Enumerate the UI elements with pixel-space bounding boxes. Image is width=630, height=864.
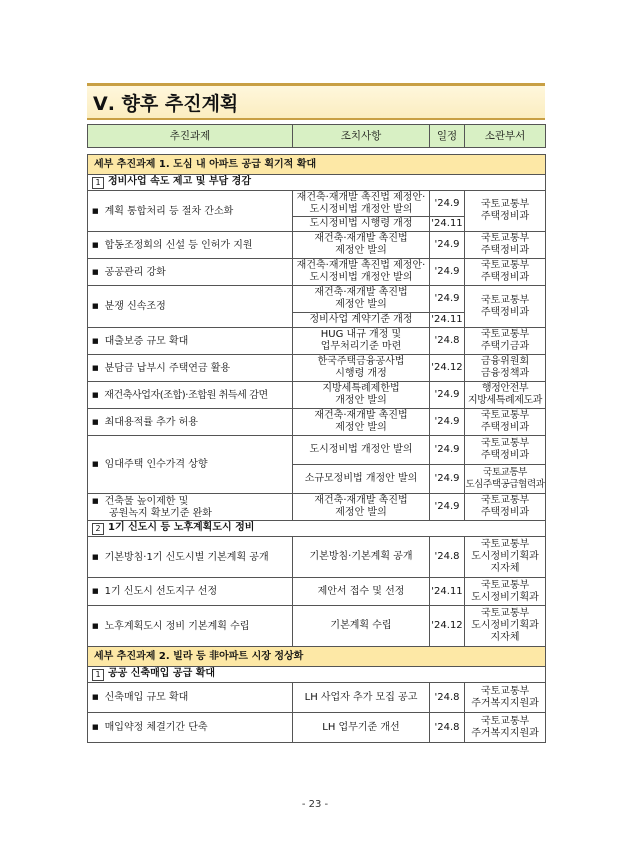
table-row — [88, 683, 546, 713]
task-cell: ■ 임대주택 인수가격 상향 — [88, 436, 293, 494]
action-cell: 소규모정비법 개정안 발의 — [293, 465, 430, 494]
subsection-number: 2 — [92, 523, 104, 535]
table-row — [88, 578, 546, 606]
table-row — [88, 191, 546, 217]
subsection-row — [88, 521, 546, 537]
dept-cell: 국토교통부 주택정비과 — [465, 286, 546, 328]
subsection-title — [88, 175, 546, 191]
section-title: 세부 추진과제 2. 빌라 등 非아파트 시장 정상화 — [88, 647, 546, 667]
date-cell: '24.12 — [430, 355, 465, 382]
task-cell: ■ 분쟁 신속조정 — [88, 286, 293, 328]
task-cell: ■ 합동조정회의 신설 등 인허가 지원 — [88, 232, 293, 259]
date-cell: '24.8 — [430, 713, 465, 743]
subsection-label: 1기 신도시 등 노후계획도시 정비 — [108, 522, 255, 533]
table-row — [88, 606, 546, 647]
subsection-label: 공공 신축매입 공급 확대 — [108, 668, 216, 679]
action-cell: HUG 내규 개정 및 업무처리기준 마련 — [293, 328, 430, 355]
dept-cell: 국토교통부 도시정비기획과 지자체 — [465, 606, 546, 647]
table-row — [88, 259, 546, 286]
task-cell: ■ 최대용적률 추가 허용 — [88, 409, 293, 436]
subsection-label: 정비사업 속도 제고 및 부담 경감 — [108, 176, 251, 187]
section-row — [88, 647, 546, 667]
task-cell: ■ 건축물 높이제한 및 공원녹지 확보기준 완화 — [88, 494, 293, 521]
table-row — [88, 286, 546, 313]
date-cell: '24.9 — [430, 465, 465, 494]
table-row — [88, 409, 546, 436]
task-cell: ■ 노후계획도시 정비 기본계획 수립 — [88, 606, 293, 647]
date-cell: '24.11 — [430, 313, 465, 328]
table-row — [88, 713, 546, 743]
title-bottom-rule — [87, 118, 545, 120]
date-cell: '24.11 — [430, 578, 465, 606]
dept-cell: 국토교통부 주택정비과 — [465, 436, 546, 465]
date-cell: '24.9 — [430, 191, 465, 217]
table-row — [88, 232, 546, 259]
dept-cell: 국토교통부 주택정비과 — [465, 409, 546, 436]
dept-cell: 국토교통부 주택정비과 — [465, 494, 546, 521]
date-cell: '24.9 — [430, 436, 465, 465]
page-title: Ⅴ. 향후 추진계획 — [93, 92, 239, 115]
task-cell: ■ 매입약정 체결기간 단축 — [88, 713, 293, 743]
action-cell: 재건축·재개발 촉진법 제정안 발의 — [293, 494, 430, 521]
date-cell: '24.11 — [430, 217, 465, 232]
title-box — [87, 86, 545, 118]
action-cell: 재건축·재개발 촉진법 제정안 발의 — [293, 409, 430, 436]
subsection-row — [88, 175, 546, 191]
page-number: - 23 - — [301, 799, 329, 810]
action-cell: 정비사업 계약기준 개정 — [293, 313, 430, 328]
task-cell: ■ 대출보증 규모 확대 — [88, 328, 293, 355]
subsection-number: 1 — [92, 177, 104, 189]
action-cell: 기본방침·기본계획 공개 — [293, 537, 430, 578]
table-header-row — [88, 125, 546, 148]
table-row — [88, 537, 546, 578]
task-cell: ■ 재건축사업자(조합)·조합원 취득세 감면 — [88, 382, 293, 409]
action-cell: 지방세특례제한법 개정안 발의 — [293, 382, 430, 409]
header-action: 조치사항 — [293, 125, 430, 148]
date-cell: '24.9 — [430, 382, 465, 409]
plan-table — [87, 124, 546, 743]
subsection-title — [88, 667, 546, 683]
date-cell: '24.9 — [430, 286, 465, 313]
dept-cell: 금융위원회 금융정책과 — [465, 355, 546, 382]
action-cell: 재건축·재개발 촉진법 제정안· 도시정비법 개정안 발의 — [293, 259, 430, 286]
dept-cell: 국토교통부 주거복지지원과 — [465, 683, 546, 713]
action-cell: 도시정비법 시행령 개정 — [293, 217, 430, 232]
header-date: 일정 — [430, 125, 465, 148]
task-cell: ■ 계획 통합처리 등 절차 간소화 — [88, 191, 293, 232]
dept-cell: 국토교통부 도시정비기획과 — [465, 578, 546, 606]
date-cell: '24.12 — [430, 606, 465, 647]
table-row — [88, 494, 546, 521]
date-cell: '24.8 — [430, 683, 465, 713]
dept-cell: 국토교통부 도심주택공급협력과 — [465, 465, 546, 494]
section-row — [88, 155, 546, 175]
table-row — [88, 355, 546, 382]
date-cell: '24.9 — [430, 409, 465, 436]
header-task: 추진과제 — [88, 125, 293, 148]
dept-cell: 국토교통부 주택정비과 — [465, 259, 546, 286]
action-cell: LH 업무기준 개선 — [293, 713, 430, 743]
task-cell: ■ 공공관리 강화 — [88, 259, 293, 286]
task-cell: ■ 신축매입 규모 확대 — [88, 683, 293, 713]
dept-cell: 국토교통부 주거복지지원과 — [465, 713, 546, 743]
date-cell: '24.9 — [430, 494, 465, 521]
table-row — [88, 382, 546, 409]
subsection-number: 1 — [92, 669, 104, 681]
date-cell: '24.8 — [430, 537, 465, 578]
action-cell: 제안서 접수 및 선정 — [293, 578, 430, 606]
table-row — [88, 436, 546, 465]
action-cell: LH 사업자 추가 모집 공고 — [293, 683, 430, 713]
dept-cell: 국토교통부 주택기금과 — [465, 328, 546, 355]
action-cell: 한국주택금융공사법 시행령 개정 — [293, 355, 430, 382]
task-cell: ■ 분담금 납부시 주택연금 활용 — [88, 355, 293, 382]
action-cell: 재건축·재개발 촉진법 제정안· 도시정비법 개정안 발의 — [293, 191, 430, 217]
header-dept: 소관부서 — [465, 125, 546, 148]
action-cell: 도시정비법 개정안 발의 — [293, 436, 430, 465]
action-cell: 재건축·재개발 촉진법 제정안 발의 — [293, 232, 430, 259]
subsection-title — [88, 521, 546, 537]
dept-cell: 국토교통부 주택정비과 — [465, 232, 546, 259]
date-cell: '24.8 — [430, 328, 465, 355]
date-cell: '24.9 — [430, 259, 465, 286]
section-title: 세부 추진과제 1. 도심 내 아파트 공급 획기적 확대 — [88, 155, 546, 175]
section-title-banner — [87, 83, 545, 120]
date-cell: '24.9 — [430, 232, 465, 259]
subsection-row — [88, 667, 546, 683]
table-row — [88, 328, 546, 355]
dept-cell: 국토교통부 도시정비기획과 지자체 — [465, 537, 546, 578]
dept-cell: 행정안전부 지방세특례제도과 — [465, 382, 546, 409]
action-cell: 기본계획 수립 — [293, 606, 430, 647]
action-cell: 재건축·재개발 촉진법 제정안 발의 — [293, 286, 430, 313]
task-cell: ■ 1기 신도시 선도지구 선정 — [88, 578, 293, 606]
dept-cell: 국토교통부 주택정비과 — [465, 191, 546, 232]
task-cell: ■ 기본방침·1기 신도시별 기본계획 공개 — [88, 537, 293, 578]
